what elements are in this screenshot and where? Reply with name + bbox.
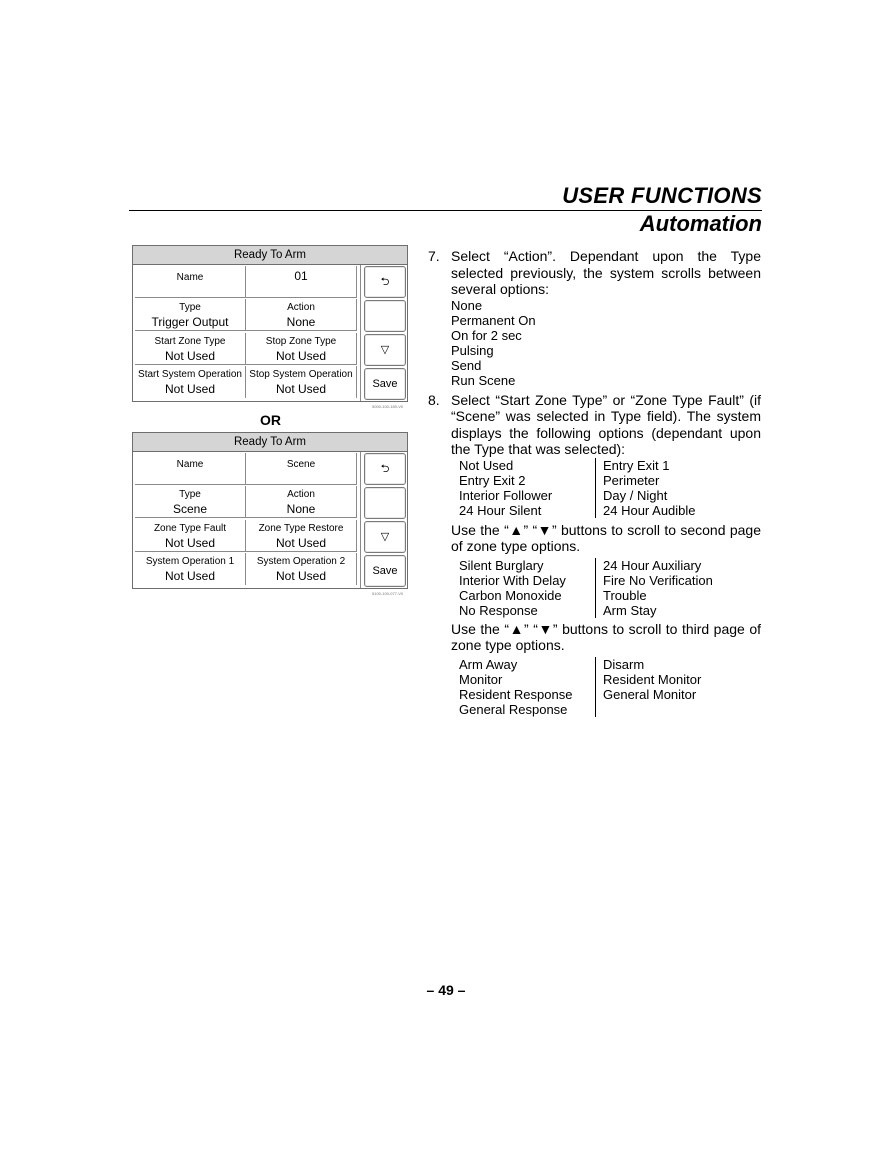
list-item: Monitor bbox=[459, 671, 503, 687]
list-item: None bbox=[451, 297, 483, 313]
step-7: 7. Select “Action”. Dependant upon the Type selected previously, the system scrolls between several options: None Permanent On On for 2 sec Pulsing Send Run Scene bbox=[428, 248, 761, 388]
action-field[interactable]: Action None bbox=[246, 299, 357, 331]
list-item: 24 Hour Silent bbox=[459, 502, 542, 518]
stop-system-operation-field[interactable]: Stop System Operation Not Used bbox=[246, 366, 357, 398]
instructions bbox=[428, 248, 761, 717]
list-item: Day / Night bbox=[603, 487, 668, 503]
up-button[interactable] bbox=[364, 300, 406, 332]
zone-type-page-2 bbox=[459, 558, 761, 618]
list-item: On for 2 sec bbox=[451, 327, 522, 343]
list-item: Resident Monitor bbox=[603, 671, 702, 687]
save-button[interactable]: Save bbox=[364, 368, 406, 400]
back-arrow-icon: ⮌ bbox=[380, 463, 390, 475]
zone-type-fault-field[interactable]: Zone Type Fault Not Used bbox=[135, 520, 246, 552]
down-button[interactable] bbox=[364, 521, 406, 553]
scene-field-label[interactable]: Scene bbox=[246, 453, 357, 485]
section-title: Automation bbox=[639, 211, 762, 236]
list-item: Trouble bbox=[603, 587, 647, 603]
type-field[interactable]: Type Trigger Output bbox=[135, 299, 246, 331]
list-item: Entry Exit 2 bbox=[459, 472, 526, 488]
list-item: Pulsing bbox=[451, 342, 494, 358]
step-7-text: Select “Action”. Dependant upon the Type selected previously, the system scrolls between several options: bbox=[451, 248, 761, 297]
figure-code: 5100-100-077-V0 bbox=[372, 591, 404, 596]
action-options bbox=[451, 298, 761, 388]
up-button[interactable] bbox=[364, 487, 406, 519]
list-item: Disarm bbox=[603, 656, 645, 672]
down-triangle-icon: ▽ bbox=[380, 344, 390, 356]
back-button[interactable] bbox=[364, 453, 406, 485]
list-item: Run Scene bbox=[451, 372, 516, 388]
status-bar: Ready To Arm bbox=[133, 246, 407, 265]
list-item: Not Used bbox=[459, 457, 514, 473]
system-operation-1-field[interactable]: System Operation 1 Not Used bbox=[135, 553, 246, 585]
list-item: Entry Exit 1 bbox=[603, 457, 670, 473]
list-item: 24 Hour Auxiliary bbox=[603, 557, 702, 573]
list-item: General Response bbox=[459, 701, 568, 717]
status-bar: Ready To Arm bbox=[133, 433, 407, 452]
keypad-screen-trigger-output bbox=[132, 245, 408, 402]
scroll-instruction-3: Use the “▲” “▼” buttons to scroll to third page of zone type options. bbox=[451, 620, 761, 653]
list-item: Silent Burglary bbox=[459, 557, 544, 573]
or-label: OR bbox=[260, 412, 281, 428]
zone-type-page-1 bbox=[459, 458, 761, 518]
system-operation-2-field[interactable]: System Operation 2 Not Used bbox=[246, 553, 357, 585]
name-field-value[interactable]: 01 bbox=[246, 266, 357, 298]
back-arrow-icon: ⮌ bbox=[380, 276, 390, 288]
start-system-operation-field[interactable]: Start System Operation Not Used bbox=[135, 366, 246, 398]
page-number: – 49 – bbox=[426, 982, 466, 998]
list-item: General Monitor bbox=[603, 686, 697, 702]
list-item: Arm Away bbox=[459, 656, 518, 672]
keypad-screen-scene bbox=[132, 432, 408, 589]
list-item: Arm Stay bbox=[603, 602, 657, 618]
action-field[interactable]: Action None bbox=[246, 486, 357, 518]
stop-zone-type-field[interactable]: Stop Zone Type Not Used bbox=[246, 333, 357, 365]
name-field-label[interactable]: Name bbox=[135, 453, 246, 485]
list-item: Resident Response bbox=[459, 686, 573, 702]
figure-code: 5000-100-189-V0 bbox=[372, 404, 404, 409]
list-item: Send bbox=[451, 357, 482, 373]
list-item: Fire No Verification bbox=[603, 572, 713, 588]
page-title: USER FUNCTIONS bbox=[562, 183, 762, 208]
list-item: Interior Follower bbox=[459, 487, 553, 503]
list-item: No Response bbox=[459, 602, 538, 618]
button-column-divider bbox=[360, 265, 361, 401]
scroll-instruction-2: Use the “▲” “▼” buttons to scroll to second page of zone type options. bbox=[451, 521, 761, 554]
button-column-divider bbox=[360, 452, 361, 588]
list-item: Permanent On bbox=[451, 312, 536, 328]
list-item: 24 Hour Audible bbox=[603, 502, 696, 518]
zone-type-restore-field[interactable]: Zone Type Restore Not Used bbox=[246, 520, 357, 552]
zone-type-page-3 bbox=[459, 657, 761, 717]
step-8: 8. Select “Start Zone Type” or “Zone Type Fault” (if “Scene” was selected in Type field). The system displays the following options (dependant upon the Type that was selected): Not Used Entry Exit 2 Interior Follower 24 Hour Silent Entry Exit 1 Perimeter Day / Night 24 Hour Audible Use the “▲” “▼” buttons to scroll to second page of zone type options. Silent Burglary Interior With Delay Carbon Monoxide No Response 24 Hour Auxiliary Fire No Verification Trouble Arm Stay Use the “▲” “▼” buttons to scroll to third page of zone type options. Arm Away Monitor Resident Response General Response Disarm Resident Monitor General Monitor bbox=[428, 391, 761, 717]
list-item: Interior With Delay bbox=[459, 572, 566, 588]
name-field-label[interactable]: Name bbox=[135, 266, 246, 298]
down-triangle-icon: ▽ bbox=[380, 531, 390, 543]
down-button[interactable] bbox=[364, 334, 406, 366]
step-8-text: Select “Start Zone Type” or “Zone Type Fault” (if “Scene” was selected in Type field). The system displays the following options (dependant upon the Type that was selected): bbox=[451, 391, 761, 457]
list-item: Perimeter bbox=[603, 472, 660, 488]
type-field[interactable]: Type Scene bbox=[135, 486, 246, 518]
back-button[interactable] bbox=[364, 266, 406, 298]
list-item: Carbon Monoxide bbox=[459, 587, 562, 603]
start-zone-type-field[interactable]: Start Zone Type Not Used bbox=[135, 333, 246, 365]
save-button[interactable]: Save bbox=[364, 555, 406, 587]
